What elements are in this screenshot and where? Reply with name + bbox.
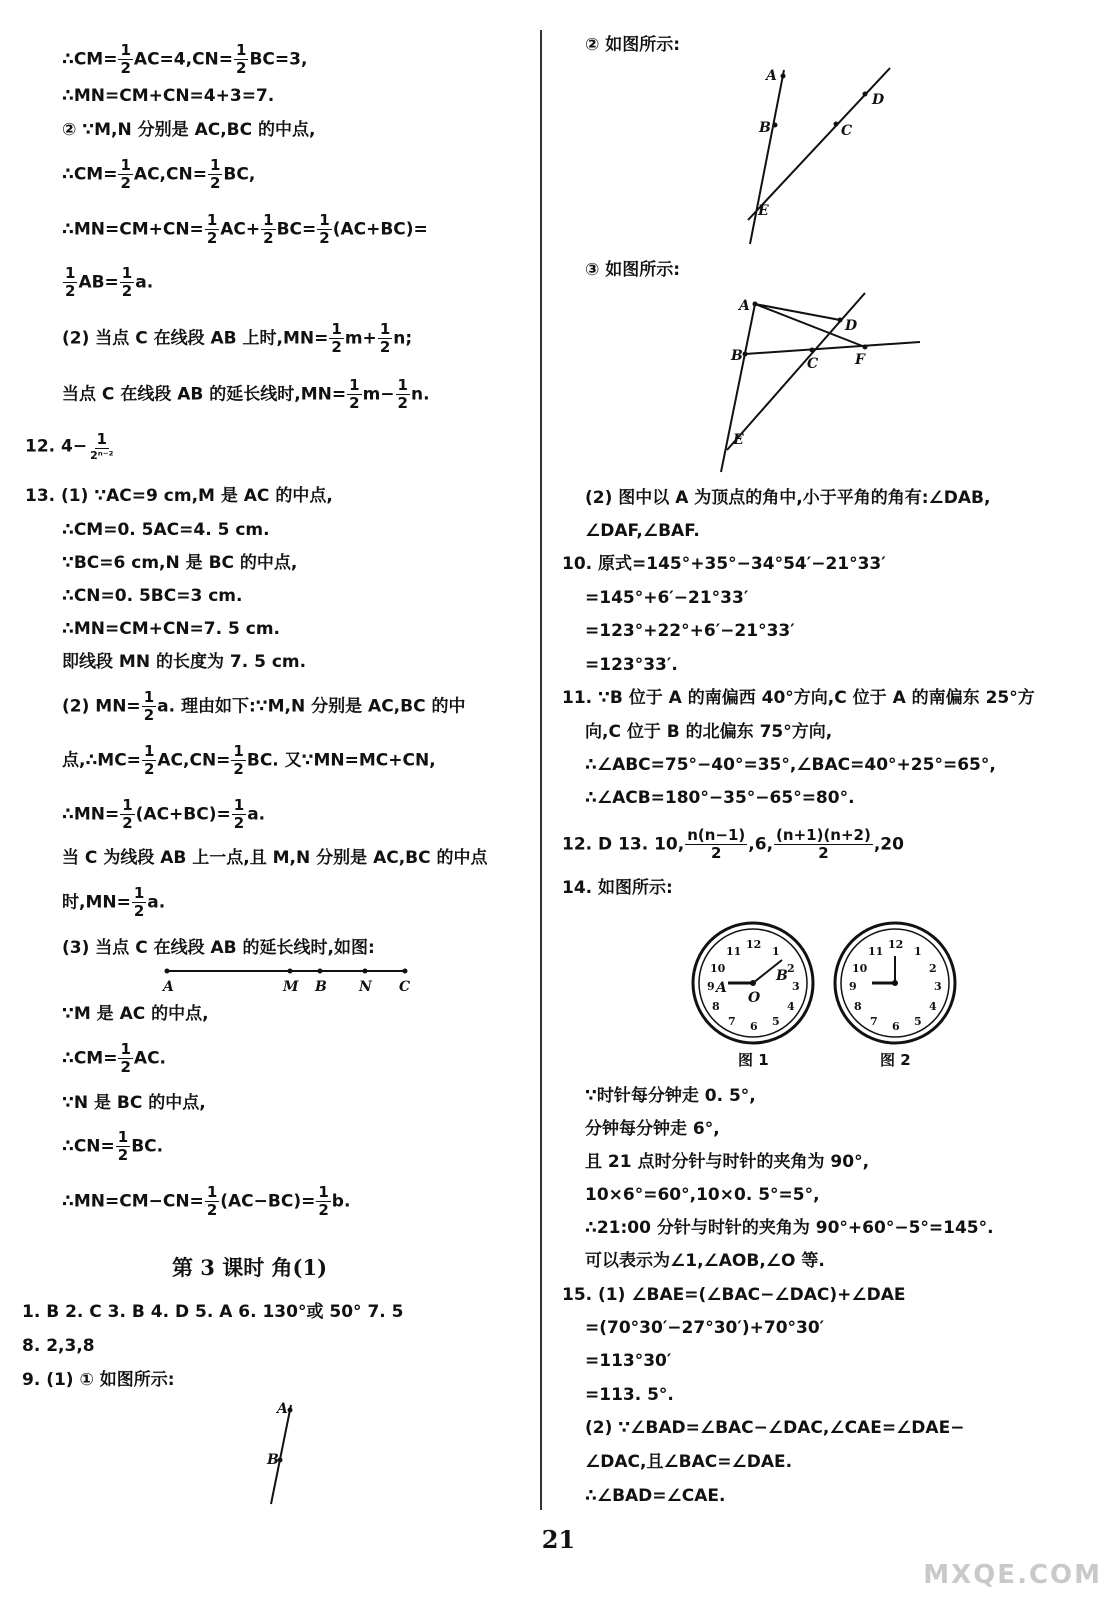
svg-text:6: 6 — [892, 1020, 900, 1033]
svg-text:E: E — [758, 203, 769, 219]
clock-figure-2 — [832, 920, 958, 1046]
line-r13: 12. D 13. 10, $\frac{n(n-1)}{2}$ ,6, $\frac{(n+1)(n+2)}{2}$ ,20 — [562, 826, 904, 862]
line-l18: ∴MN= $\frac{1}{2}$ (AC+BC)= $\frac{1}{2}$ a. — [62, 796, 266, 832]
line-r1: ② 如图所示: — [585, 35, 681, 55]
label-m: M — [283, 979, 299, 995]
line-l22: ∵M 是 AC 的中点, — [62, 1004, 209, 1024]
svg-text:10: 10 — [852, 962, 868, 975]
label-b: B — [315, 979, 327, 995]
svg-text:7: 7 — [728, 1015, 736, 1028]
line-r21: 15. (1) ∠BAE=(∠BAC−∠DAC)+∠DAE — [562, 1285, 906, 1305]
line-l2: ∴MN=CM+CN=4+3=7. — [62, 86, 275, 106]
line-r5: 10. 原式=145°+35°−34°54′−21°33′ — [562, 554, 886, 574]
line-l8: 当点 C 在线段 AB 的延长线时,MN= $\frac{1}{2}$ m− $\frac{1}{2}$ n. — [62, 376, 430, 412]
svg-text:C: C — [807, 356, 819, 372]
svg-text:3: 3 — [792, 980, 800, 993]
line-r18: 10×6°=60°,10×0. 5°=5°, — [585, 1185, 820, 1205]
svg-text:8: 8 — [712, 1000, 720, 1013]
line-l25: ∴CN= $\frac{1}{2}$ BC. — [62, 1128, 164, 1164]
line-a2: 8. 2,3,8 — [22, 1336, 95, 1356]
section-title: 第 3 课时 角(1) — [172, 1255, 328, 1280]
line-r25: (2) ∵∠BAD=∠BAC−∠DAC,∠CAE=∠DAE− — [585, 1418, 965, 1438]
line-l23: ∴CM= $\frac{1}{2}$ AC. — [62, 1040, 166, 1076]
line-q12: 12. 4− $\frac{1}{\text{2ⁿ⁻²}}$ — [25, 430, 114, 462]
svg-text:A: A — [277, 1401, 288, 1417]
svg-text:D: D — [872, 92, 885, 108]
line-l15: 即线段 MN 的长度为 7. 5 cm. — [62, 652, 307, 672]
line-r8: =123°33′. — [585, 655, 678, 675]
line-l20: 时,MN= $\frac{1}{2}$ a. — [62, 884, 166, 920]
line-r27: ∴∠BAD=∠CAE. — [585, 1486, 726, 1506]
figure-caption-2: 图 2 — [880, 1051, 911, 1069]
svg-text:5: 5 — [772, 1015, 780, 1028]
line-r9: 11. ∵B 位于 A 的南偏西 40°方向,C 位于 A 的南偏东 25°方 — [562, 688, 1035, 708]
line-r12: ∴∠ACB=180°−35°−65°=80°. — [585, 788, 855, 808]
line-r2: ③ 如图所示: — [585, 260, 681, 280]
line-l21: (3) 当点 C 在线段 AB 的延长线时,如图: — [62, 938, 375, 958]
line-r6: =145°+6′−21°33′ — [585, 588, 749, 608]
line-r17: 且 21 点时分针与时针的夹角为 90°, — [585, 1152, 870, 1172]
line-l5: ∴MN=CM+CN= $\frac{1}{2}$ AC+ $\frac{1}{2}$ BC= $\frac{1}{2}$ (AC+BC)= — [62, 211, 428, 247]
svg-text:4: 4 — [929, 1000, 937, 1013]
svg-text:3: 3 — [934, 980, 942, 993]
line-r24: =113. 5°. — [585, 1385, 674, 1405]
svg-text:B: B — [776, 968, 788, 984]
line-l17: 点,∴MC= $\frac{1}{2}$ AC,CN= $\frac{1}{2}$ BC. 又∵MN=MC+CN, — [62, 742, 436, 778]
svg-text:9: 9 — [707, 980, 715, 993]
svg-text:A: A — [739, 298, 750, 314]
svg-text:12: 12 — [888, 938, 904, 951]
line-l16: (2) MN= $\frac{1}{2}$ a. 理由如下:∵M,N 分别是 AC,BC 的中 — [62, 688, 466, 724]
svg-text:1: 1 — [772, 945, 780, 958]
line-r11: ∴∠ABC=75°−40°=35°,∠BAC=40°+25°=65°, — [585, 755, 996, 775]
line-r19: ∴21:00 分针与时针的夹角为 90°+60°−5°=145°. — [585, 1218, 994, 1238]
svg-text:2: 2 — [787, 962, 795, 975]
svg-text:11: 11 — [726, 945, 742, 958]
fraction: $\frac{1}{2}$ — [120, 41, 131, 77]
svg-text:B: B — [267, 1452, 279, 1468]
svg-text:11: 11 — [868, 945, 884, 958]
line-l6: $\frac{1}{2}$ AB= $\frac{1}{2}$ a. — [65, 264, 154, 300]
line-l24: ∵N 是 BC 的中点, — [62, 1093, 206, 1113]
line-l7: (2) 当点 C 在线段 AB 上时,MN= $\frac{1}{2}$ m+ $\frac{1}{2}$ n; — [62, 320, 413, 356]
line-l3: ② ∵M,N 分别是 AC,BC 的中点, — [62, 120, 316, 140]
line-r3: (2) 图中以 A 为顶点的角中,小于平角的角有:∠DAB, — [585, 488, 991, 508]
line-r26: ∠DAC,且∠BAC=∠DAE. — [585, 1452, 793, 1472]
line-r16: 分钟每分钟走 6°, — [585, 1119, 720, 1139]
segment-figure — [155, 962, 415, 996]
svg-text:2: 2 — [929, 962, 937, 975]
line-r22: =(70°30′−27°30′)+70°30′ — [585, 1318, 825, 1338]
clock-figure-1 — [690, 920, 816, 1046]
svg-text:E: E — [733, 432, 744, 448]
label-c: C — [399, 979, 411, 995]
svg-text:5: 5 — [914, 1015, 922, 1028]
line-l13: ∴CN=0. 5BC=3 cm. — [62, 586, 243, 606]
figure-9-1 — [255, 1400, 305, 1510]
fraction: $\frac{1}{2}$ — [236, 41, 247, 77]
line-r10: 向,C 位于 B 的北偏东 75°方向, — [585, 722, 833, 742]
line-l12: ∵BC=6 cm,N 是 BC 的中点, — [62, 553, 298, 573]
line-r7: =123°+22°+6′−21°33′ — [585, 621, 795, 641]
figure-9-2 — [740, 60, 910, 250]
figure-9-3 — [715, 290, 925, 475]
line-l11: ∴CM=0. 5AC=4. 5 cm. — [62, 520, 270, 540]
line-r14: 14. 如图所示: — [562, 878, 673, 898]
svg-text:F: F — [855, 352, 865, 368]
page-number: 21 — [541, 1525, 576, 1554]
watermark: MXQE.COM — [923, 1560, 1102, 1590]
svg-text:7: 7 — [870, 1015, 878, 1028]
svg-text:1: 1 — [914, 945, 922, 958]
svg-text:8: 8 — [854, 1000, 862, 1013]
svg-text:B: B — [759, 120, 771, 136]
line-l1: ∴CM= $\frac{1}{2}$ AC=4,CN= $\frac{1}{2}$ BC=3, — [62, 41, 308, 77]
line-r23: =113°30′ — [585, 1351, 672, 1371]
line-l14: ∴MN=CM+CN=7. 5 cm. — [62, 619, 281, 639]
line-q13: 13. (1) ∵AC=9 cm,M 是 AC 的中点, — [25, 486, 333, 506]
line-r20: 可以表示为∠1,∠AOB,∠O 等. — [585, 1251, 825, 1271]
column-divider — [540, 30, 542, 1510]
line-l4: ∴CM= $\frac{1}{2}$ AC,CN= $\frac{1}{2}$ BC, — [62, 156, 256, 192]
svg-text:A: A — [766, 68, 777, 84]
svg-text:9: 9 — [849, 980, 857, 993]
svg-text:O: O — [748, 990, 761, 1006]
svg-text:10: 10 — [710, 962, 726, 975]
line-r4: ∠DAF,∠BAF. — [585, 521, 700, 541]
line-l26: ∴MN=CM−CN= $\frac{1}{2}$ (AC−BC)= $\frac{1}{2}$ b. — [62, 1183, 351, 1219]
svg-text:B: B — [731, 348, 743, 364]
svg-text:D: D — [845, 318, 858, 334]
label-n: N — [359, 979, 372, 995]
line-l19: 当 C 为线段 AB 上一点,且 M,N 分别是 AC,BC 的中点 — [62, 848, 488, 868]
figure-caption-1: 图 1 — [738, 1051, 769, 1069]
svg-text:4: 4 — [787, 1000, 795, 1013]
line-a3: 9. (1) ① 如图所示: — [22, 1370, 175, 1390]
label-a: A — [163, 979, 174, 995]
svg-text:12: 12 — [746, 938, 762, 951]
line-a1: 1. B 2. C 3. B 4. D 5. A 6. 130°或 50° 7. 5 — [22, 1302, 404, 1322]
svg-text:A: A — [716, 980, 727, 996]
svg-text:C: C — [841, 123, 853, 139]
svg-text:6: 6 — [750, 1020, 758, 1033]
line-r15: ∵时针每分钟走 0. 5°, — [585, 1086, 756, 1106]
